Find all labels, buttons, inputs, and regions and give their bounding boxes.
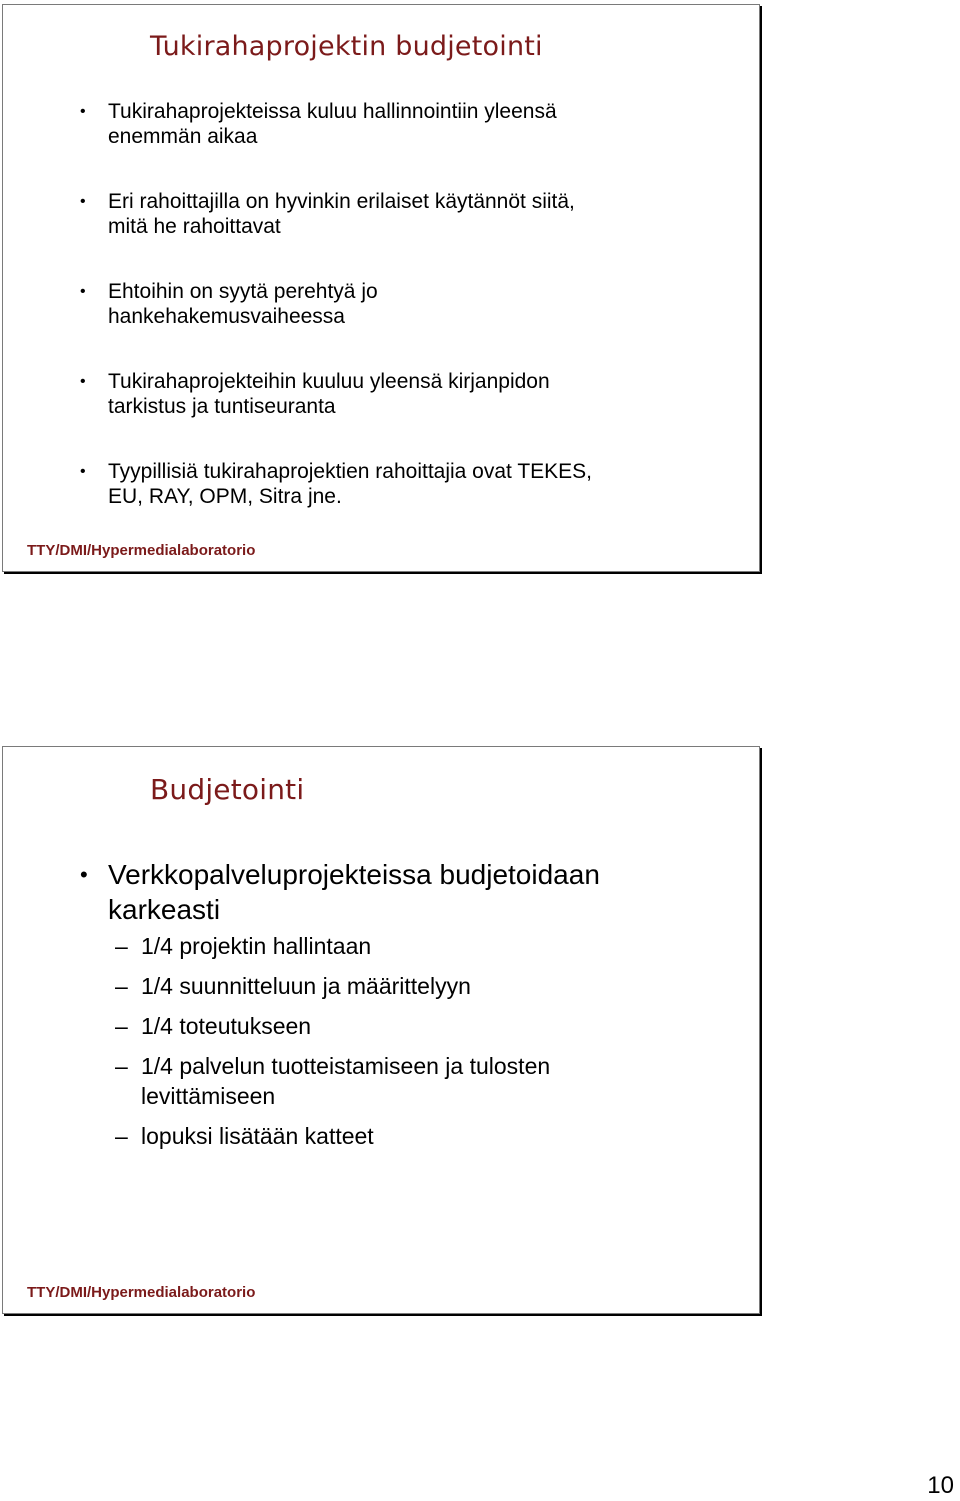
main-bullet	[3, 857, 703, 927]
sub-bullet-line: 1/4 projektin hallintaan	[141, 933, 372, 959]
slide-title: Tukirahaprojektin budjetointi	[150, 31, 543, 62]
bullet-line: EU, RAY, OPM, Sitra jne.	[108, 485, 342, 508]
dash-icon: –	[115, 1013, 128, 1039]
dash-icon: –	[115, 1053, 128, 1079]
bullet-line: enemmän aikaa	[108, 125, 258, 148]
slide-tukirahaprojektin-budjetointi	[2, 4, 760, 572]
bullet-line: Tukirahaprojekteissa kuluu hallinnointiin yleensä	[108, 100, 557, 123]
bullet-dot-icon: •	[80, 373, 86, 390]
bullet-line: Tyypillisiä tukirahaprojektien rahoittajia ovat TEKES,	[108, 460, 593, 483]
bullet-line: Ehtoihin on syytä perehtyä jo	[108, 280, 378, 303]
bullet-line: karkeasti	[108, 894, 221, 925]
bullet-item	[3, 189, 703, 239]
page-number: 10	[927, 1472, 954, 1499]
slide-title: Budjetointi	[150, 773, 305, 806]
bullet-list	[3, 857, 703, 1161]
bullet-line: Verkkopalveluprojekteissa budjetoidaan	[108, 859, 600, 890]
sub-bullet-line: lopuksi lisätään katteet	[141, 1123, 374, 1149]
sub-bullet-line: 1/4 suunnitteluun ja määrittelyyn	[141, 973, 471, 999]
sub-bullet-item	[3, 1011, 703, 1041]
bullet-item	[3, 459, 703, 509]
dash-icon: –	[115, 1123, 128, 1149]
dash-icon: –	[115, 973, 128, 999]
bullet-line: hankehakemusvaiheessa	[108, 305, 345, 328]
sub-bullet-line: levittämiseen	[141, 1083, 276, 1109]
bullet-line: Eri rahoittajilla on hyvinkin erilaiset käytännöt siitä,	[108, 190, 575, 213]
sub-bullet-item	[3, 1121, 703, 1151]
bullet-dot-icon: •	[80, 193, 86, 210]
bullet-item	[3, 369, 703, 419]
slide-footer: TTY/DMI/Hypermedialaboratorio	[27, 542, 256, 559]
bullet-item	[3, 99, 703, 149]
bullet-dot-icon: •	[80, 283, 86, 300]
sub-bullet-item	[3, 971, 703, 1001]
sub-bullet-line: 1/4 toteutukseen	[141, 1013, 312, 1039]
bullet-list	[3, 99, 703, 549]
sub-bullet-group	[3, 931, 703, 1151]
sub-bullet-item	[3, 1051, 703, 1111]
bullet-line: Tukirahaprojekteihin kuuluu yleensä kirjanpidon	[108, 370, 550, 393]
slide-footer: TTY/DMI/Hypermedialaboratorio	[27, 1284, 256, 1301]
sub-bullet-list	[3, 931, 703, 1151]
slide-budjetointi	[2, 746, 760, 1314]
bullet-dot-icon: •	[80, 103, 86, 120]
bullet-dot-icon: •	[80, 463, 86, 480]
sub-bullet-item	[3, 931, 703, 961]
bullet-dot-icon: •	[80, 862, 88, 887]
bullet-line: tarkistus ja tuntiseuranta	[108, 395, 336, 418]
sub-bullet-line: 1/4 palvelun tuotteistamiseen ja tulosten	[141, 1053, 551, 1079]
bullet-item	[3, 279, 703, 329]
bullet-line: mitä he rahoittavat	[108, 215, 281, 238]
dash-icon: –	[115, 933, 128, 959]
